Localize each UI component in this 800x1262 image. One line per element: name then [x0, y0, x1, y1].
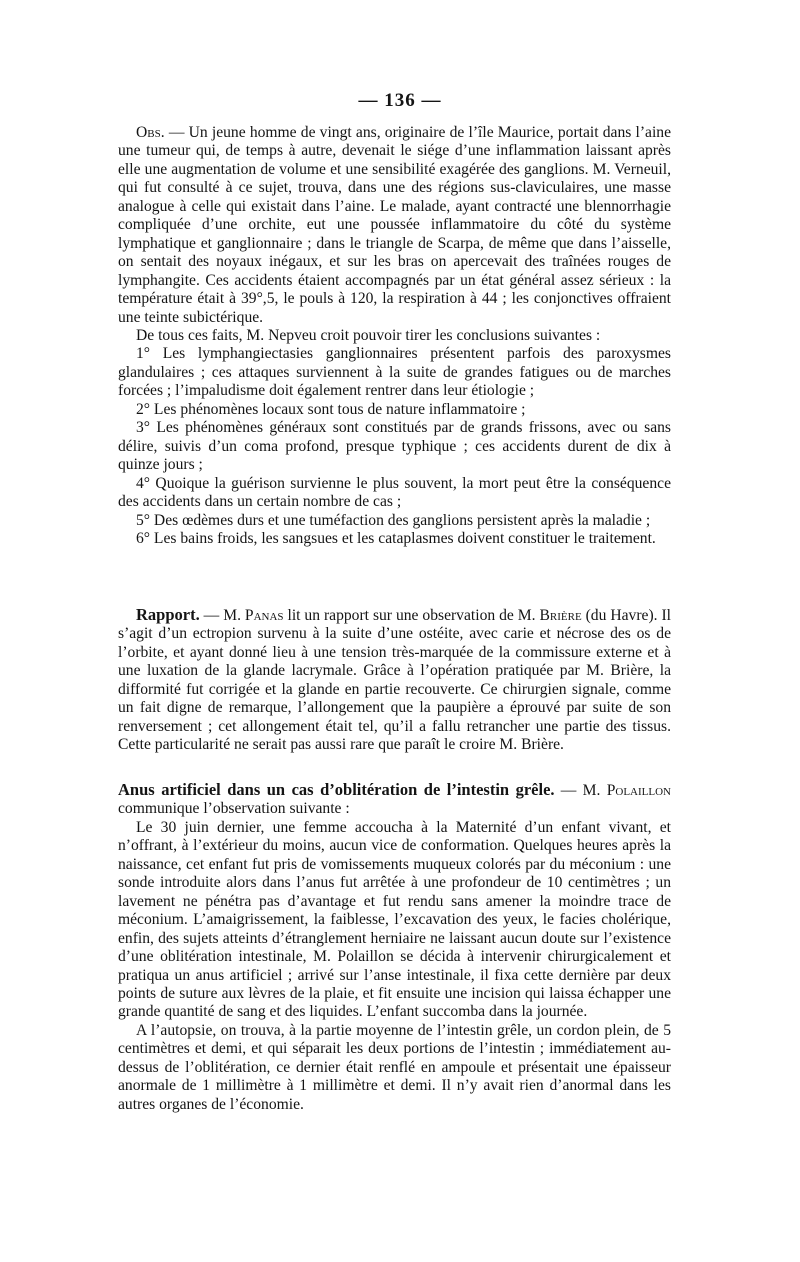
page-number: — 136 —	[358, 90, 442, 111]
anus-dash: — M.	[554, 782, 607, 799]
anus-paragraph-1	[118, 781, 671, 819]
conclusion-item: 6° Les bains froids, les sangsues et les cataplasmes doivent constituer le traitement.	[136, 529, 656, 547]
rapport-section	[118, 606, 671, 755]
rapport-dash: — M.	[199, 607, 245, 624]
anus-text-1: communique l’observation suivante :	[118, 800, 350, 818]
anus-paragraph-3: A l’autopsie, on trouva, à la partie moyenne de l’intestin grêle, un cordon plein, de 5 centimètres et demi, et qui séparait les deux portions de l’intestin ; immédiatement au-dessus de l’oblitération, ce dernier était renflé en ampoule et présentait une épaisseur anormale de 1 millimètre à 1 millimètre et demi. Il n’y avait rien d’anormal dans les autres organes de l’économie.	[118, 1021, 671, 1113]
observation-body: Un jeune homme de vingt ans, originaire de l’île Maurice, portait dans l’aine une tumeur qui, de temps à autre, devenait le siége d’une inflammation laissant après elle une augmentation de volume et une sensibilité exagérée des ganglions. M. Verneuil, qui fut consulté à ce sujet, trouva, dans une des régions sus-claviculaires, une masse analogue à celle qui existait dans l’aine. Le malade, ayant contracté une blennorrhagie compliquée d’une orchite, eut une poussée inflammatoire du côté du système lymphatique et ganglionnaire ; dans le triangle de Scarpa, de même que dans l’aisselle, on sentait des noyaux inégaux, et sur les bras on apercevait des traînées rouges de lymphangite. Ces accidents étaient accompagnés par un état général assez sérieux : la température était à 39°,5, le pouls à 120, la respiration à 44 ; les conjonctives offraient une teinte subictérique.	[118, 124, 672, 326]
observation-section	[118, 124, 671, 548]
conclusion-item: 2° Les phénomènes locaux sont tous de nature inflammatoire ;	[136, 400, 526, 418]
rapport-paragraph	[118, 606, 671, 755]
anus-section	[118, 781, 671, 1114]
anus-paragraph-2: Le 30 juin dernier, une femme accoucha à la Maternité d’un enfant vivant, et n’offrant, à l’extérieur du moins, aucun vice de conformation. Quelques heures après la naissance, cet enfant fut pris de vomissements muqueux colorés par du méconium : une sonde introduite alors dans l’anus fut arrêtée à une profondeur de 10 centimètres ; un lavement ne pénétra pas d’avantage et fut rendu sans amener la moindre trace de méconium. L’amaigrissement, la faiblesse, l’excavation des yeux, le facies cholérique, enfin, des sujets atteints d’étranglement herniaire ne laissant aucun doute sur l’existence d’une oblitération intestinale, M. Polaillon se décida à intervenir chirurgicalement et pratiqua un anus artificiel ; arrivé sur l’anse intestinale, il fixa cette dernière par deux points de suture aux lèvres de la plaie, et fit ensuite une incision qui laissa échapper une grande quantité de sang et des liquides. L’enfant succomba dans la journée.	[118, 818, 671, 1021]
conclusion-item: 3° Les phénomènes généraux sont constitués par de grands frissons, avec ou sans délire, suivis d’un coma profond, presque typhique ; ces accidents durent de dix à quinze jours ;	[118, 419, 671, 474]
rapport-author-2: Brière	[539, 607, 582, 624]
rapport-heading: Rapport.	[136, 605, 200, 624]
conclusion-item: 1° Les lymphangiectasies ganglionnaires présentent parfois des paroxysmes glandulaires ; ces attaques surviennent à la suite de grandes fatigues ou de marches forcées ; l’impaludisme doit également rentrer dans leur étiologie ;	[118, 345, 671, 400]
observation-paragraph	[118, 124, 671, 327]
conclusion-intro: De tous ces faits, M. Nepveu croit pouvoir tirer les conclusions suivantes :	[136, 326, 601, 344]
observation-dash: —	[164, 124, 189, 141]
conclusion-item: 4° Quoique la guérison survienne le plus souvent, la mort peut être la conséquence des accidents dans un certain nombre de cas ;	[118, 474, 671, 511]
conclusion-item: 5° Des œdèmes durs et une tuméfaction des ganglions persistent après la maladie ;	[136, 511, 651, 529]
rapport-author: Panas	[244, 607, 284, 624]
anus-heading: Anus artificiel dans un cas d’oblitération de l’intestin grêle.	[118, 780, 555, 799]
anus-author: Polaillon	[606, 782, 671, 799]
observation-lead: Obs.	[136, 124, 165, 141]
rapport-text-1: lit un rapport sur une observation de M.	[283, 607, 540, 624]
rapport-text-2: (du Havre). Il s’agit d’un ectropion survenu à la suite d’une ostéite, avec carie et nécrose des os de l’orbite, et ayant donné lieu à une tension très-marquée de la commissure externe et à une luxation de la glande lacrymale. Grâce à l’opération pratiquée par M. Brière, la difformité fut corrigée et la glande en partie recouverte. Ce chirurgien signale, comme un fait digne de remarque, l’allongement que la paupière a éprouvé par suite de son renversement ; cet allongement était tel, qu’il a fallu retrancher une partie des tissus. Cette particularité ne serait pas aussi rare que paraît le croire M. Brière.	[118, 607, 672, 754]
